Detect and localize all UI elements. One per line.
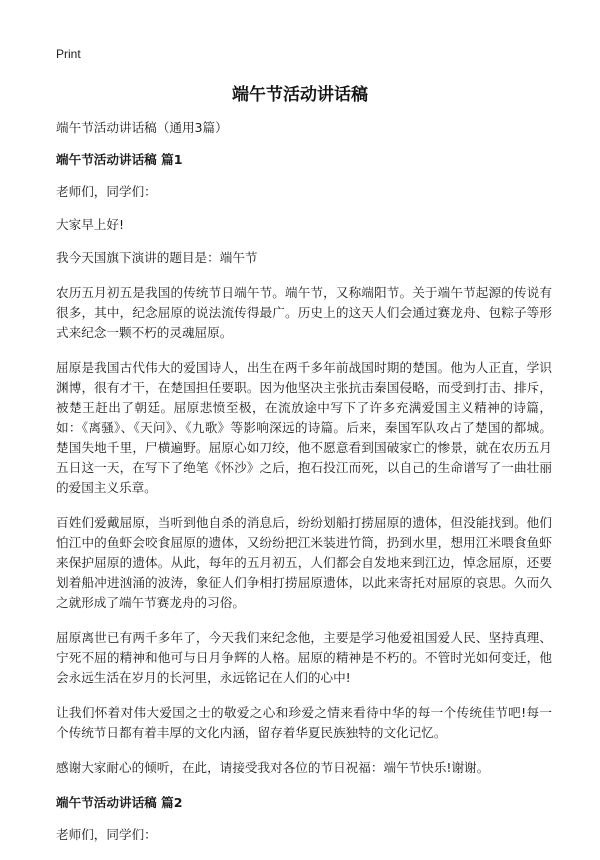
paragraph: 感谢大家耐心的倾听，在此，请接受我对各位的节日祝福：端午节快乐!谢谢。: [56, 760, 490, 775]
paragraph: 老师们，同学们：: [56, 827, 157, 842]
paragraph: 大家早上好!: [56, 217, 125, 232]
print-link[interactable]: Print: [56, 47, 81, 61]
document-subtitle: 端午节活动讲话稿（通用3篇）: [56, 120, 228, 135]
paragraph: 老师们，同学们：: [56, 184, 157, 199]
page-title: 端午节活动讲话稿: [232, 85, 368, 105]
section-heading-2: 端午节活动讲话稿 篇2: [56, 795, 183, 810]
paragraph: 农历五月初五是我国的传统节日端午节。端午节，又称端阳节。关于端午节起源的传说有很多，其中，纪念屈原的说法流传得最广。历史上的这天人们会通过赛龙舟、包粽子等形式来纪念一颗不朽的灵魂屈原。: [56, 285, 552, 340]
paragraph: 百姓们爱戴屈原，当听到他自杀的消息后，纷纷划船打捞屈原的遗体，但没能找到。他们怕江中的鱼虾会咬食屈原的遗体，又纷纷把江米装进竹筒，扔到水里，想用江米喂食鱼虾来保护屈原的遗体。从此，每年的五月初五，人们都会自发地来到江边，悼念屈原，还要划着船冲进汹涌的波涛，象征人们争相打捞屈原遗体，以此来寄托对屈原的哀思。久而久之就形成了端午节赛龙舟的习俗。: [56, 515, 552, 610]
section-heading-1: 端午节活动讲话稿 篇1: [56, 152, 183, 167]
document-body: [56, 118, 552, 860]
paragraph: 屈原是我国古代伟大的爱国诗人，出生在两千多年前战国时期的楚国。他为人正直，学识渊博，很有才干，在楚国担任要职。因为他坚决主张抗击秦国侵略，而受到打击、排斥，被楚王赶出了朝廷。屈原悲愤至极，在流放途中写下了许多充满爱国主义精神的诗篇，如：《离骚》、《天问》、《九歌》等影响深远的诗篇。后来，秦国军队攻占了楚国的都城。楚国失地千里，尸横遍野。屈原心如刀绞，他不愿意看到国破家亡的惨景，就在农历五月五日这一天，在写下了绝笔《怀沙》之后，抱石投江而死，以自己的生命谱写了一曲壮丽的爱国主义乐章。: [56, 360, 552, 495]
paragraph: 我今天国旗下演讲的题目是：端午节: [56, 250, 258, 265]
paragraph: 屈原离世已有两千多年了，今天我们来纪念他，主要是学习他爱祖国爱人民、坚持真理、宁死不屈的精神和他可与日月争辉的人格。屈原的精神是不朽的。不管时光如何变迁，他会永远生活在岁月的长河里，永远铭记在人们的心中!: [56, 630, 552, 685]
paragraph: 让我们怀着对伟大爱国之士的敬爱之心和珍爱之情来看待中华的每一个传统佳节吧!每一个传统节日都有着丰厚的文化内涵，留存着华夏民族独特的文化记忆。: [56, 705, 552, 740]
